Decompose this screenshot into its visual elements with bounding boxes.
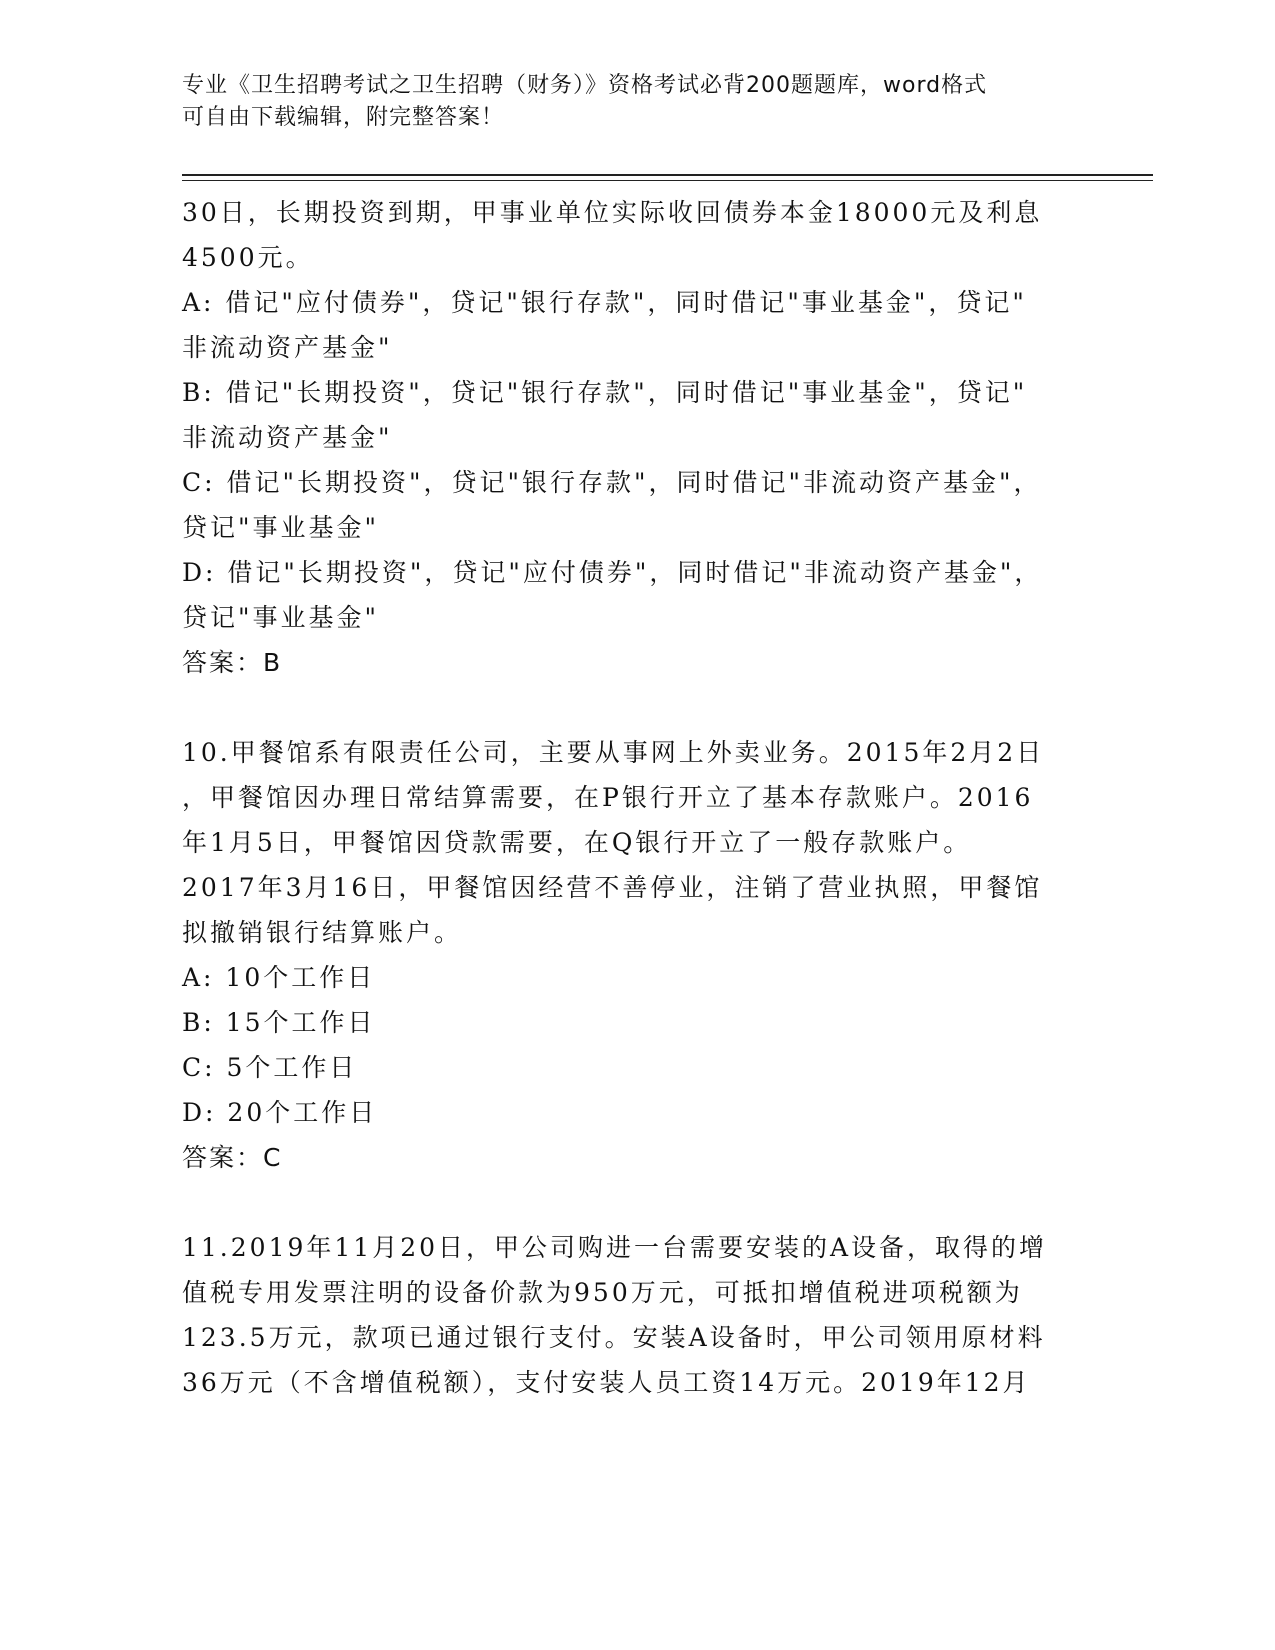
question-stem-line: 11.2019年11月20日，甲公司购进一台需要安装的A设备，取得的增 — [182, 1233, 1048, 1262]
option-d: D: 20个工作日 — [182, 1098, 378, 1127]
question-stem-line: 年1月5日，甲餐馆因贷款需要，在Q银行开立了一般存款账户。 — [182, 828, 972, 857]
question-10 — [182, 730, 1112, 1180]
answer-label: 答案：B — [182, 648, 283, 677]
option-a: A: 10个工作日 — [182, 963, 376, 992]
spacer — [182, 685, 1112, 730]
header-divider-thick — [182, 174, 1153, 176]
header-title-line-1: 专业《卫生招聘考试之卫生招聘（财务）》资格考试必背200题题库，word格式 — [182, 73, 988, 98]
option-line: 贷记"事业基金" — [182, 513, 379, 542]
spacer — [182, 1180, 1112, 1225]
question-list — [182, 190, 1112, 1405]
question-stem-line: 10.甲餐馆系有限责任公司，主要从事网上外卖业务。2015年2月2日 — [182, 738, 1045, 767]
option-line: 贷记"事业基金" — [182, 603, 379, 632]
option-b — [182, 370, 1112, 460]
option-d — [182, 550, 1112, 640]
question-stem-line: 4500元。 — [182, 243, 314, 272]
question-stem-line: 2017年3月16日，甲餐馆因经营不善停业，注销了营业执照，甲餐馆 — [182, 873, 1043, 902]
question-stem-line: 36万元（不含增值税额），支付安装人员工资14万元。2019年12月 — [182, 1368, 1031, 1397]
question-stem-line: 30日，长期投资到期，甲事业单位实际收回债券本金18000元及利息 — [182, 198, 1043, 227]
question-stem-line: 拟撤销银行结算账户。 — [182, 918, 463, 947]
option-b: B: 15个工作日 — [182, 1008, 376, 1037]
answer-label: 答案：C — [182, 1143, 283, 1172]
question-11 — [182, 1225, 1112, 1405]
header-title-line-2: 可自由下载编辑，附完整答案！ — [182, 105, 505, 130]
question-9 — [182, 190, 1112, 685]
option-c — [182, 460, 1112, 550]
header-divider-thin — [182, 180, 1153, 181]
question-stem-line: ，甲餐馆因办理日常结算需要，在P银行开立了基本存款账户。2016 — [182, 783, 1034, 812]
option-a — [182, 280, 1112, 370]
option-line: 非流动资产基金" — [182, 333, 393, 362]
option-line: 非流动资产基金" — [182, 423, 393, 452]
option-c: C: 5个工作日 — [182, 1053, 358, 1082]
page-header — [182, 70, 1082, 134]
option-line: B: 借记"长期投资"，贷记"银行存款"，同时借记"事业基金"，贷记" — [182, 378, 1028, 407]
question-stem-line: 123.5万元，款项已通过银行支付。安装A设备时，甲公司领用原材料 — [182, 1323, 1046, 1352]
option-line: A: 借记"应付债券"，贷记"银行存款"，同时借记"事业基金"，贷记" — [182, 288, 1027, 317]
option-line: D: 借记"长期投资"，贷记"应付债券"，同时借记"非流动资产基金"， — [182, 558, 1043, 587]
option-line: C: 借记"长期投资"，贷记"银行存款"，同时借记"非流动资产基金"， — [182, 468, 1042, 497]
question-stem-line: 值税专用发票注明的设备价款为950万元，可抵扣增值税进项税额为 — [182, 1278, 1023, 1307]
